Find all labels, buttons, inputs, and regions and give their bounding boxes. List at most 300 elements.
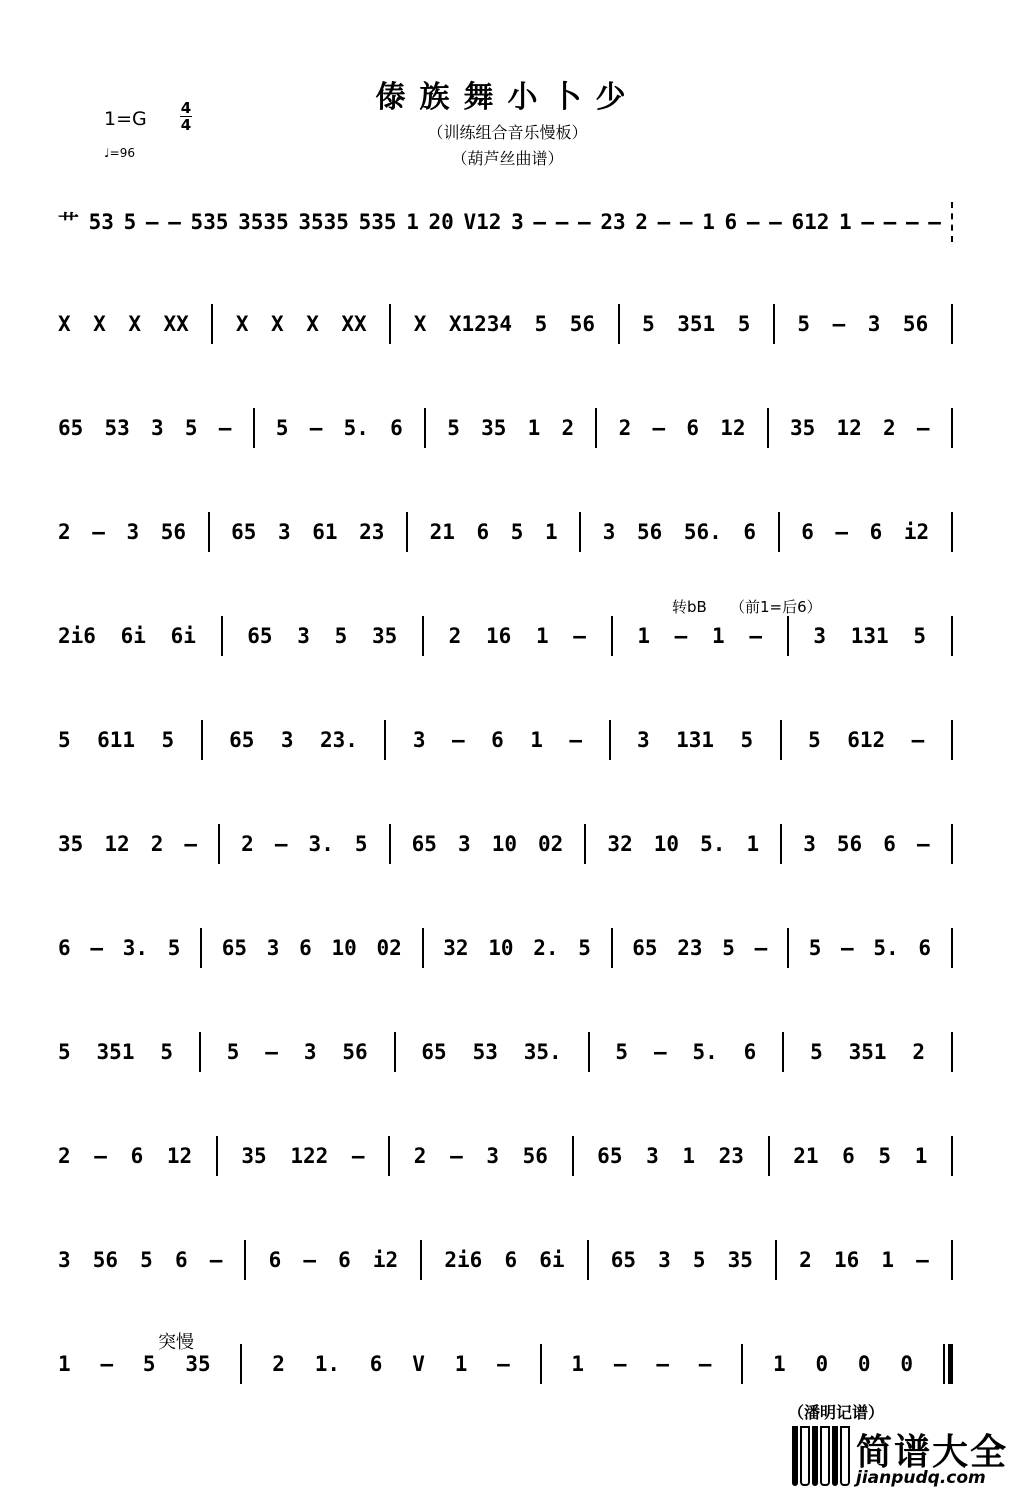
barline — [200, 928, 202, 968]
note-token: 6 — [369, 1352, 383, 1376]
note-token: 3 — [266, 936, 280, 960]
note-token: 6 — [390, 416, 403, 440]
note-token: 122 — [290, 1144, 329, 1168]
dashed-barline — [951, 202, 953, 242]
note-token: 1 — [682, 1144, 696, 1168]
note-token: 5 — [692, 1248, 706, 1272]
note-token: 56. — [683, 520, 722, 544]
key-signature: 1=G — [104, 108, 147, 130]
barline — [199, 1032, 201, 1072]
final-barline — [943, 1344, 953, 1384]
barline — [540, 1344, 542, 1384]
note-token: 12 — [720, 416, 746, 440]
note-token: 6 — [299, 936, 312, 960]
note-token: X — [413, 312, 427, 336]
note-token: 1 — [637, 624, 650, 648]
note-token: 1 — [702, 210, 715, 234]
barline — [611, 928, 613, 968]
note-token: – — [905, 210, 919, 234]
barline — [618, 304, 620, 344]
note-token: 2i6 — [58, 624, 96, 648]
barline — [951, 1136, 953, 1176]
note-token: 1 — [535, 624, 549, 648]
note-token: 5 — [58, 1040, 71, 1064]
note-token: V — [412, 1352, 425, 1376]
note-token: 5 — [740, 728, 754, 752]
note-token: 5. — [873, 936, 899, 960]
note-token: 5 — [810, 1040, 823, 1064]
note-token: 5 — [275, 416, 289, 440]
note-token: 65 — [247, 624, 273, 648]
modulation-note: （前1=后6） — [730, 598, 822, 616]
note-token: 32 — [607, 832, 633, 856]
note-token: 2i6 — [444, 1248, 483, 1272]
barline — [780, 720, 782, 760]
note-token: 3 — [303, 1040, 317, 1064]
note-token: 2 — [448, 624, 462, 648]
note-token: – — [265, 1040, 278, 1064]
note-token: – — [916, 416, 930, 440]
note-token: 2. — [533, 936, 559, 960]
note-token: 5 — [334, 624, 348, 648]
note-token: i2 — [372, 1248, 399, 1272]
barline — [951, 512, 953, 552]
note-token: – — [916, 832, 930, 856]
note-token: 5. — [343, 416, 369, 440]
barline — [951, 304, 953, 344]
meter-top: 4 — [180, 99, 192, 117]
note-token: 2 — [799, 1248, 812, 1272]
barline — [389, 824, 391, 864]
note-token: 6 — [58, 936, 71, 960]
note-token: 1. — [314, 1352, 340, 1376]
score-line — [58, 922, 953, 982]
barline — [951, 408, 953, 448]
note-token: 65 — [411, 832, 437, 856]
note-token: 351 — [677, 312, 716, 336]
note-token: X — [271, 312, 284, 336]
note-token: – — [497, 1352, 510, 1376]
note-token: 3 — [602, 520, 616, 544]
slowdown-mark: 突慢 — [158, 1332, 194, 1353]
note-token: 3 — [658, 1248, 671, 1272]
note-token: V12 — [463, 210, 502, 234]
note-token: 2 — [150, 832, 164, 856]
note-token: 35 — [241, 1144, 267, 1168]
note-token: 6 — [174, 1248, 188, 1272]
modulation-mark: 转bB — [672, 598, 707, 616]
barline — [384, 720, 386, 760]
note-token: 56 — [160, 520, 186, 544]
note-token: X — [58, 312, 71, 336]
note-token: – — [698, 1352, 712, 1376]
note-token: – — [92, 520, 105, 544]
note-token: 53 — [88, 210, 114, 234]
note-token: 1 — [712, 624, 725, 648]
note-token: 5 — [878, 1144, 892, 1168]
note-token: X — [128, 312, 141, 336]
note-token: 0 — [900, 1352, 914, 1376]
note-token: 5 — [510, 520, 524, 544]
barline — [595, 408, 597, 448]
note-token: 5 — [534, 312, 548, 336]
note-token: – — [450, 1144, 463, 1168]
note-token: 56 — [92, 1248, 119, 1272]
note-token: – — [309, 416, 323, 440]
note-token: – — [613, 1352, 627, 1376]
note-token: 12 — [166, 1144, 193, 1168]
note-token: 3 — [297, 624, 310, 648]
barline — [424, 408, 426, 448]
note-token: 6 — [491, 728, 504, 752]
note-token: 131 — [676, 728, 715, 752]
note-token: 1 — [773, 1352, 786, 1376]
barline — [787, 928, 789, 968]
note-token: 65 — [632, 936, 658, 960]
note-token: – — [656, 1352, 669, 1376]
note-token: 2 — [58, 520, 71, 544]
note-token: 35 — [481, 416, 507, 440]
note-token: 12 — [104, 832, 130, 856]
note-token: 23 — [718, 1144, 744, 1168]
note-token: 1 — [544, 520, 558, 544]
note-token: 35 — [727, 1248, 753, 1272]
note-token: 5 — [797, 312, 811, 336]
note-token: 535 — [358, 210, 397, 234]
note-token: 5 — [140, 1248, 153, 1272]
score-line — [58, 506, 953, 566]
note-token: – — [94, 1144, 107, 1168]
note-token: – — [746, 210, 760, 234]
note-token: – — [674, 624, 688, 648]
note-token: 5 — [447, 416, 460, 440]
note-token: 5 — [58, 728, 71, 752]
note-token: 0 — [815, 1352, 829, 1376]
note-token: – — [555, 210, 569, 234]
note-token: 5 — [354, 832, 368, 856]
note-token: 10 — [331, 936, 357, 960]
note-token: 6 — [869, 520, 883, 544]
note-token: 56 — [636, 520, 663, 544]
note-token: 6 — [801, 520, 814, 544]
note-token: 35 — [371, 624, 398, 648]
note-token: 2 — [272, 1352, 285, 1376]
barline — [389, 304, 391, 344]
note-token: 16 — [485, 624, 512, 648]
note-token: 2 — [413, 1144, 427, 1168]
note-token: 10 — [488, 936, 514, 960]
note-token: 5 — [808, 728, 821, 752]
note-token: 1 — [58, 1352, 71, 1376]
note-token: 6i — [539, 1248, 565, 1272]
note-token: 1 — [839, 210, 852, 234]
note-token: 3. — [308, 832, 334, 856]
barline — [951, 1032, 953, 1072]
note-token: 2 — [882, 416, 896, 440]
score-line — [58, 402, 953, 462]
note-token: 3 — [58, 1248, 71, 1272]
meter-bottom: 4 — [180, 116, 192, 134]
note-token: – — [578, 210, 591, 234]
note-token: 5 — [167, 936, 181, 960]
barline — [244, 1240, 246, 1280]
logo-name: 简谱大全 — [856, 1432, 1009, 1473]
barline — [773, 304, 775, 344]
subtitle-type: （训练组合音乐慢板） — [427, 123, 588, 142]
barline — [422, 928, 424, 968]
note-token: 1 — [746, 832, 760, 856]
note-token: 6 — [883, 832, 896, 856]
note-token: 6i — [120, 624, 146, 648]
note-token: 56 — [836, 832, 863, 856]
note-token: 5 — [123, 210, 137, 234]
barline — [780, 824, 782, 864]
note-token: – — [573, 624, 586, 648]
note-token: 5 — [161, 728, 175, 752]
note-token: 5 — [642, 312, 655, 336]
note-token: 1 — [881, 1248, 894, 1272]
note-token: 65 — [421, 1040, 447, 1064]
note-token: 5. — [700, 832, 726, 856]
note-token: – — [569, 728, 583, 752]
note-token: 1 — [454, 1352, 468, 1376]
note-token: – — [100, 1352, 114, 1376]
note-token: – — [145, 210, 159, 234]
score-line — [58, 298, 953, 358]
score-line — [58, 1130, 953, 1190]
note-token: 1 — [406, 210, 419, 234]
note-token: – — [184, 832, 198, 856]
song-title: 傣族舞小卜少 — [375, 80, 640, 115]
note-token: 3 — [646, 1144, 659, 1168]
note-token: 6 — [130, 1144, 144, 1168]
note-token: 53 — [472, 1040, 498, 1064]
note-token: 20 — [428, 210, 454, 234]
barline — [388, 1136, 390, 1176]
note-token: 1 — [527, 416, 541, 440]
note-token: 6 — [743, 520, 757, 544]
note-token: 3535 — [238, 210, 289, 234]
note-token: 56 — [902, 312, 929, 336]
barline — [768, 1136, 770, 1176]
note-token: 2 — [635, 210, 648, 234]
note-token: – — [883, 210, 897, 234]
note-token: 611 — [97, 728, 136, 752]
note-token: 3 — [867, 312, 881, 336]
note-token: 351 — [848, 1040, 887, 1064]
barline — [767, 408, 769, 448]
barline — [787, 616, 789, 656]
note-token: 65 — [610, 1248, 637, 1272]
note-token: XX — [341, 312, 367, 336]
note-token: 6i — [170, 624, 196, 648]
note-token: 3 — [486, 1144, 499, 1168]
note-token: 12 — [836, 416, 862, 440]
barline — [588, 1032, 590, 1072]
note-token: X — [306, 312, 319, 336]
barline — [741, 1344, 743, 1384]
barline — [201, 720, 203, 760]
note-token: – — [841, 936, 854, 960]
note-token: – — [653, 1040, 667, 1064]
note-token: 5 — [615, 1040, 629, 1064]
barline — [394, 1032, 396, 1072]
note-token: 56 — [342, 1040, 368, 1064]
note-token: – — [861, 210, 875, 234]
score-line — [58, 818, 953, 878]
barline — [951, 1240, 953, 1280]
note-token: i2 — [903, 520, 930, 544]
barline — [216, 1136, 218, 1176]
note-token: 65 — [221, 936, 248, 960]
note-token: 10 — [491, 832, 517, 856]
barline — [211, 304, 213, 344]
score-line — [58, 1234, 953, 1294]
note-token: 35 — [789, 416, 816, 440]
barline — [587, 1240, 589, 1280]
note-token: – — [90, 936, 104, 960]
note-token: 65 — [58, 416, 84, 440]
note-token: XX — [163, 312, 189, 336]
barline — [572, 1136, 574, 1176]
transcriber-credit: （潘明记谱） — [788, 1403, 885, 1422]
score-line — [58, 1026, 953, 1086]
note-token: 2 — [561, 416, 575, 440]
logo-url: jianpudq.com — [856, 1468, 986, 1488]
note-token: – — [533, 210, 547, 234]
note-token: 2 — [618, 416, 632, 440]
note-token: 5 — [722, 936, 735, 960]
note-token: – — [749, 624, 763, 648]
note-token: 3 — [412, 728, 426, 752]
site-logo — [792, 1424, 1014, 1494]
barline — [420, 1240, 422, 1280]
note-token: 10 — [653, 832, 680, 856]
note-token: 21 — [429, 520, 455, 544]
note-token: 3 — [278, 520, 291, 544]
note-token: – — [303, 1248, 316, 1272]
note-token: 3 — [457, 832, 471, 856]
note-token: 23 — [600, 210, 626, 234]
note-token: – — [452, 728, 465, 752]
note-token: 3. — [122, 936, 149, 960]
note-token: 16 — [833, 1248, 860, 1272]
note-token: – — [657, 210, 671, 234]
note-token: 3 — [636, 728, 650, 752]
note-token: 6 — [842, 1144, 855, 1168]
note-token: 32 — [443, 936, 469, 960]
note-token: 艹 — [58, 211, 79, 235]
barline — [253, 408, 255, 448]
note-token: 56 — [569, 312, 596, 336]
note-token: 35 — [58, 832, 84, 856]
barline — [218, 824, 220, 864]
note-token: – — [679, 210, 693, 234]
note-token: 1 — [530, 728, 543, 752]
barline — [406, 512, 408, 552]
note-token: 3535 — [298, 210, 349, 234]
note-token: 21 — [793, 1144, 819, 1168]
score-line — [58, 610, 953, 670]
barline — [951, 720, 953, 760]
note-token: 6 — [743, 1040, 757, 1064]
note-token: 56 — [522, 1144, 548, 1168]
note-token: – — [911, 728, 925, 752]
note-token: – — [351, 1144, 365, 1168]
note-token: 53 — [104, 416, 130, 440]
note-token: 0 — [857, 1352, 871, 1376]
note-token: 612 — [847, 728, 886, 752]
barline — [778, 512, 780, 552]
note-token: – — [835, 520, 849, 544]
note-token: 35 — [185, 1352, 211, 1376]
note-token: 2 — [58, 1144, 71, 1168]
note-token: 65 — [229, 728, 255, 752]
barline — [208, 512, 210, 552]
barline — [775, 1240, 777, 1280]
barline — [782, 1032, 784, 1072]
barline — [611, 616, 613, 656]
note-token: 6 — [338, 1248, 351, 1272]
note-token: 5 — [808, 936, 822, 960]
note-token: – — [928, 210, 941, 234]
note-token: 65 — [597, 1144, 623, 1168]
barline — [951, 928, 953, 968]
note-token: 612 — [791, 210, 830, 234]
note-token: 5 — [226, 1040, 240, 1064]
barline — [579, 512, 581, 552]
note-token: 5 — [578, 936, 591, 960]
note-token: 5. — [692, 1040, 718, 1064]
barline — [951, 616, 953, 656]
note-token: 6 — [918, 936, 932, 960]
note-token: – — [754, 936, 768, 960]
note-token: – — [209, 1248, 223, 1272]
note-token: 5 — [913, 624, 927, 648]
note-token: 3 — [803, 832, 816, 856]
note-token: 3 — [813, 624, 827, 648]
note-token: 23. — [320, 728, 358, 752]
note-token: 6 — [724, 210, 738, 234]
note-token: 23 — [359, 520, 385, 544]
note-token: – — [274, 832, 288, 856]
note-token: 65 — [231, 520, 257, 544]
barline — [221, 616, 223, 656]
note-token: – — [916, 1248, 929, 1272]
note-token: 61 — [312, 520, 338, 544]
note-token: 1 — [571, 1352, 585, 1376]
note-token: 5 — [737, 312, 751, 336]
note-token: 3 — [511, 210, 524, 234]
note-token: – — [218, 416, 232, 440]
barline — [584, 824, 586, 864]
note-token: – — [832, 312, 846, 336]
note-token: X1234 — [448, 312, 513, 336]
note-token: 2 — [912, 1040, 926, 1064]
note-token: 6 — [268, 1248, 282, 1272]
note-token: 23 — [677, 936, 703, 960]
note-token: – — [652, 416, 666, 440]
note-token: 3 — [151, 416, 164, 440]
note-token: 2 — [241, 832, 254, 856]
note-token: – — [168, 210, 181, 234]
note-token: 1 — [914, 1144, 928, 1168]
note-token: – — [769, 210, 782, 234]
note-token: 02 — [538, 832, 564, 856]
note-token: 02 — [376, 936, 402, 960]
barline — [240, 1344, 242, 1384]
note-token: 351 — [96, 1040, 135, 1064]
